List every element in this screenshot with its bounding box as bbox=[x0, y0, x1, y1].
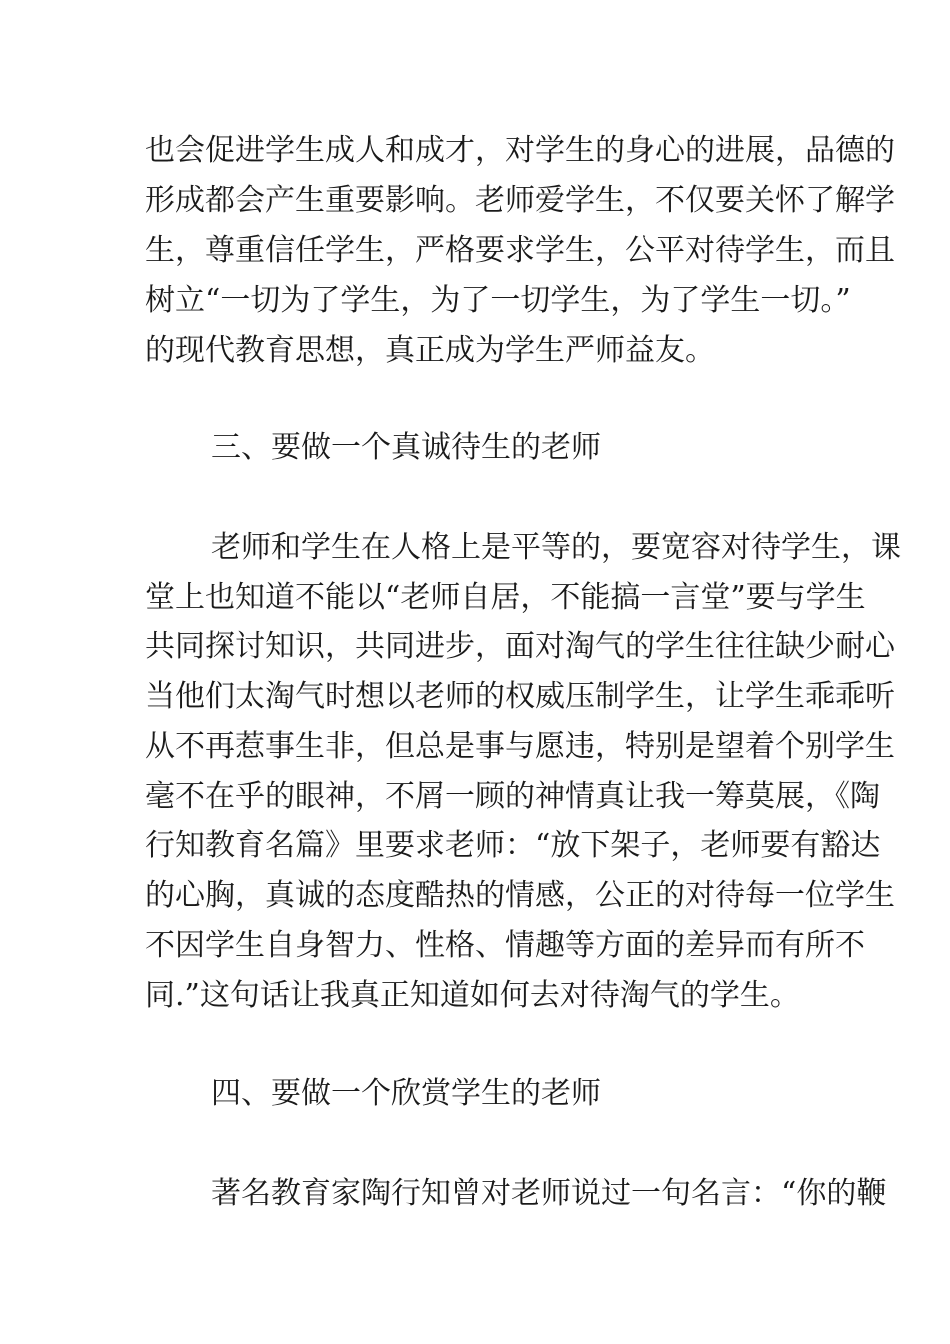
text-line: 也会促进学生成人和成才，对学生的身心的进展，品德的 bbox=[145, 133, 895, 168]
text-line: 生，尊重信任学生，严格要求学生，公平对待学生，而且 bbox=[145, 233, 895, 268]
section-heading-3: 三、要做一个真诚待生的老师 bbox=[211, 430, 601, 465]
text-line: 堂上也知道不能以“老师自居，不能搞一言堂”要与学生 bbox=[145, 580, 866, 615]
text-line: 行知教育名篇》里要求老师：“放下架子，老师要有豁达 bbox=[145, 828, 881, 863]
text-line: 形成都会产生重要影响。老师爱学生，不仅要关怀了解学 bbox=[145, 183, 895, 218]
text-line: 老师和学生在人格上是平等的，要宽容对待学生，课 bbox=[211, 530, 901, 565]
text-line: 著名教育家陶行知曾对老师说过一句名言：“你的鞭 bbox=[211, 1176, 887, 1211]
text-line: 的现代教育思想，真正成为学生严师益友。 bbox=[145, 333, 715, 368]
text-line: 树立“一切为了学生，为了一切学生，为了学生一切。” bbox=[145, 283, 851, 318]
text-line: 同.”这句话让我真正知道如何去对待淘气的学生。 bbox=[145, 978, 800, 1013]
section-heading-4: 四、要做一个欣赏学生的老师 bbox=[211, 1076, 601, 1111]
text-line: 的心胸，真诚的态度酷热的情感，公正的对待每一位学生 bbox=[145, 878, 895, 913]
text-line: 不因学生自身智力、性格、情趣等方面的差异而有所不 bbox=[145, 928, 865, 963]
text-line: 当他们太淘气时想以老师的权威压制学生，让学生乖乖听 bbox=[145, 679, 895, 714]
text-line: 毫不在乎的眼神，不屑一顾的神情真让我一筹莫展，《陶 bbox=[145, 779, 880, 814]
text-line: 共同探讨知识，共同进步，面对淘气的学生往往缺少耐心 bbox=[145, 629, 895, 664]
text-line: 从不再惹事生非，但总是事与愿违，特别是望着个别学生 bbox=[145, 729, 895, 764]
